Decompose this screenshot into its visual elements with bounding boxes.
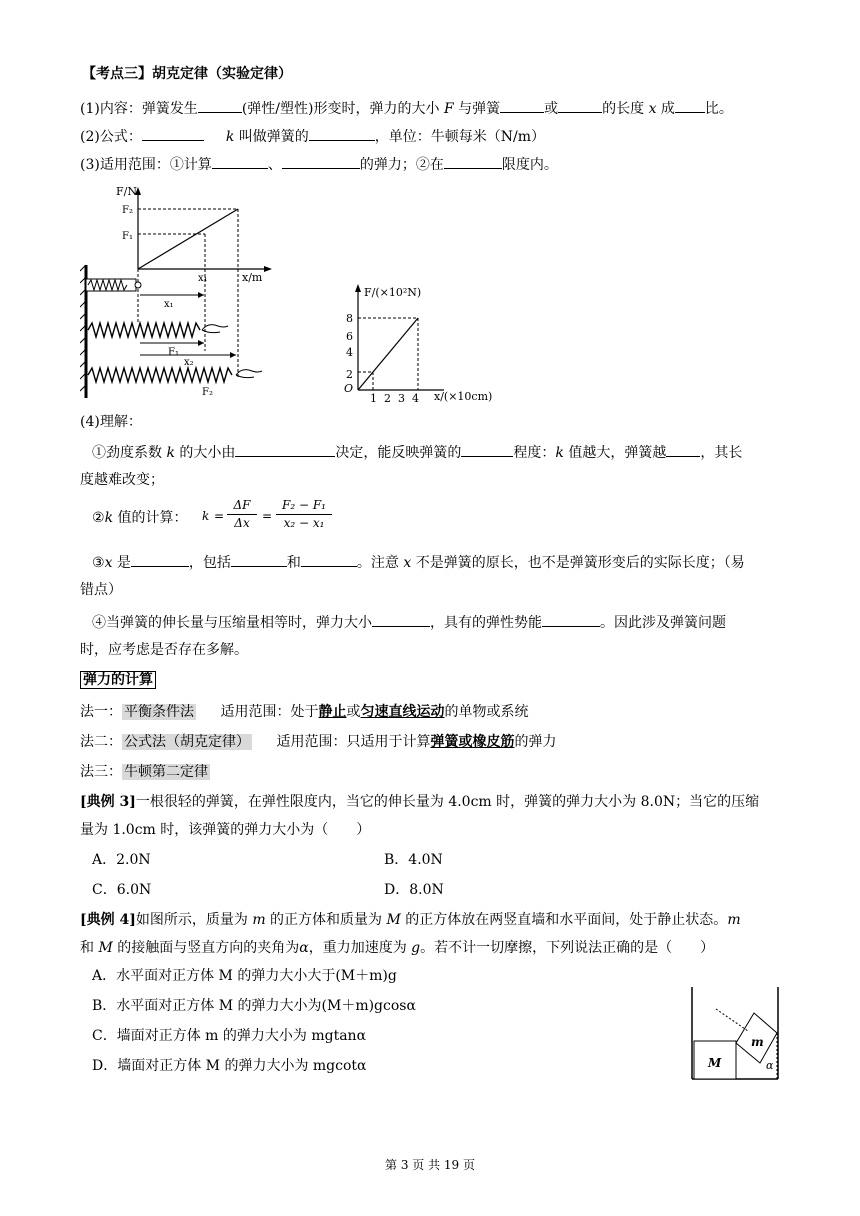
f1-label: F₁ xyxy=(122,231,133,242)
point-1-line-2: 度越难改变； xyxy=(80,472,164,488)
content-line-1: (1)内容：弹簧发生 (弹性/塑性)形变时，弹力的大小 F 与弹簧 或 的长度 x 成 比。 xyxy=(80,98,733,119)
f-x-graph xyxy=(340,282,530,402)
point-4-line-1: ④当弹簧的伸长量与压缩量相等时，弹力大小 ，具有的弹性势能 。因此涉及弹簧问题 xyxy=(92,612,726,633)
ex3-option-b: B．4.0N xyxy=(384,852,443,868)
method-2: 法二： 公式法（胡克定律） 适用范围：只适用于计算弹簧或橡皮筋的弹力 xyxy=(80,734,557,750)
y-tick-2: 2 xyxy=(346,368,353,381)
fx-x-axis-label: x/(×10cm) xyxy=(434,390,493,402)
ex3-option-c: C．6.0N xyxy=(92,882,152,898)
y-tick-4: 4 xyxy=(346,346,353,359)
x-tick-2: 2 xyxy=(384,392,391,402)
understanding-heading: (4)理解： xyxy=(80,414,142,430)
spring-figure xyxy=(80,183,295,403)
ex4-option-a: A．水平面对正方体 M 的弹力大小大于(M＋m)g xyxy=(92,968,397,984)
x-tick-4: 4 xyxy=(412,392,419,402)
scope-line: (3)适用范围：①计算 、 的弹力；②在 限度内。 xyxy=(80,154,558,175)
cube-m-label: m xyxy=(751,1035,764,1049)
y-tick-8: 8 xyxy=(346,312,353,325)
ex3-option-d: D．8.0N xyxy=(384,882,444,898)
calc-title: 弹力的计算 xyxy=(80,670,156,690)
x-tick-3: 3 xyxy=(398,392,405,402)
point-3-line-2: 错点） xyxy=(80,582,122,598)
section-title: 【考点三】胡克定律（实验定律） xyxy=(82,66,292,82)
method-1: 法一： 平衡条件法 适用范围：处于静止或匀速直线运动的单物或系统 xyxy=(80,704,529,720)
example-3-line-1: [典例 3]一根很轻的弹簧，在弹性限度内，当它的伸长量为 4.0cm 时，弹簧的弹力大小为 8.0N；当它的压缩 xyxy=(80,794,760,810)
x1-dim-label: x₁ xyxy=(164,299,174,310)
fx-y-axis-label: F/(×10²N) xyxy=(364,286,422,299)
cube-M-label: M xyxy=(708,1056,722,1070)
example-4-line-1: [典例 4]如图所示，质量为 m 的正方体和质量为 M 的正方体放在两竖直墙和水平面间，处于静止状态。m xyxy=(80,912,741,928)
alpha-label: α xyxy=(766,1059,774,1072)
formula-line: (2)公式： k 叫做弹簧的 ，单位：牛顿每米（N/m） xyxy=(80,126,545,147)
x-tick-1: 1 xyxy=(370,392,377,402)
f1-force-label: F₁ xyxy=(168,347,179,358)
page-footer: 第 3 页 共 19 页 xyxy=(385,1158,475,1172)
x1-label: x₁ xyxy=(198,273,208,284)
point-2-line: ②k 值的计算： xyxy=(92,510,188,526)
example-4-line-2: 和 M 的接触面与竖直方向的夹角为α，重力加速度为 g。若不计一切摩擦，下列说法正确的是（ ） xyxy=(80,940,715,956)
example-3-line-2: 量为 1.0cm 时，该弹簧的弹力大小为（ ） xyxy=(80,822,371,838)
ex4-option-b: B．水平面对正方体 M 的弹力大小为(M＋m)gcosα xyxy=(92,998,416,1014)
point-1-line-1: ①劲度系数 k 的大小由 决定，能反映弹簧的 程度：k 值越大，弹簧越 ，其长 xyxy=(92,442,742,463)
origin-label: O xyxy=(344,382,354,395)
ex4-option-c: C．墙面对正方体 m 的弹力大小为 mgtanα xyxy=(92,1028,367,1044)
x-axis-label: x/m xyxy=(242,271,263,284)
method-3: 法三： 牛顿第二定律 xyxy=(80,764,208,780)
ex4-option-d: D．墙面对正方体 M 的弹力大小为 mgcotα xyxy=(92,1058,367,1074)
f-axis-label: F/N xyxy=(116,185,137,198)
f2-force-label: F₂ xyxy=(202,387,213,398)
point-4-line-2: 时，应考虑是否存在多解。 xyxy=(80,642,248,658)
point-3-line-1: ③x 是 ，包括 和 。注意 x 不是弹簧的原长，也不是弹簧形变后的实际长度；（易 xyxy=(92,552,745,573)
f2-label: F₂ xyxy=(122,205,133,216)
cubes-figure xyxy=(688,985,782,1085)
x2-dim-label: x₂ xyxy=(184,357,194,368)
ex3-option-a: A．2.0N xyxy=(92,852,151,868)
y-tick-6: 6 xyxy=(346,330,353,343)
